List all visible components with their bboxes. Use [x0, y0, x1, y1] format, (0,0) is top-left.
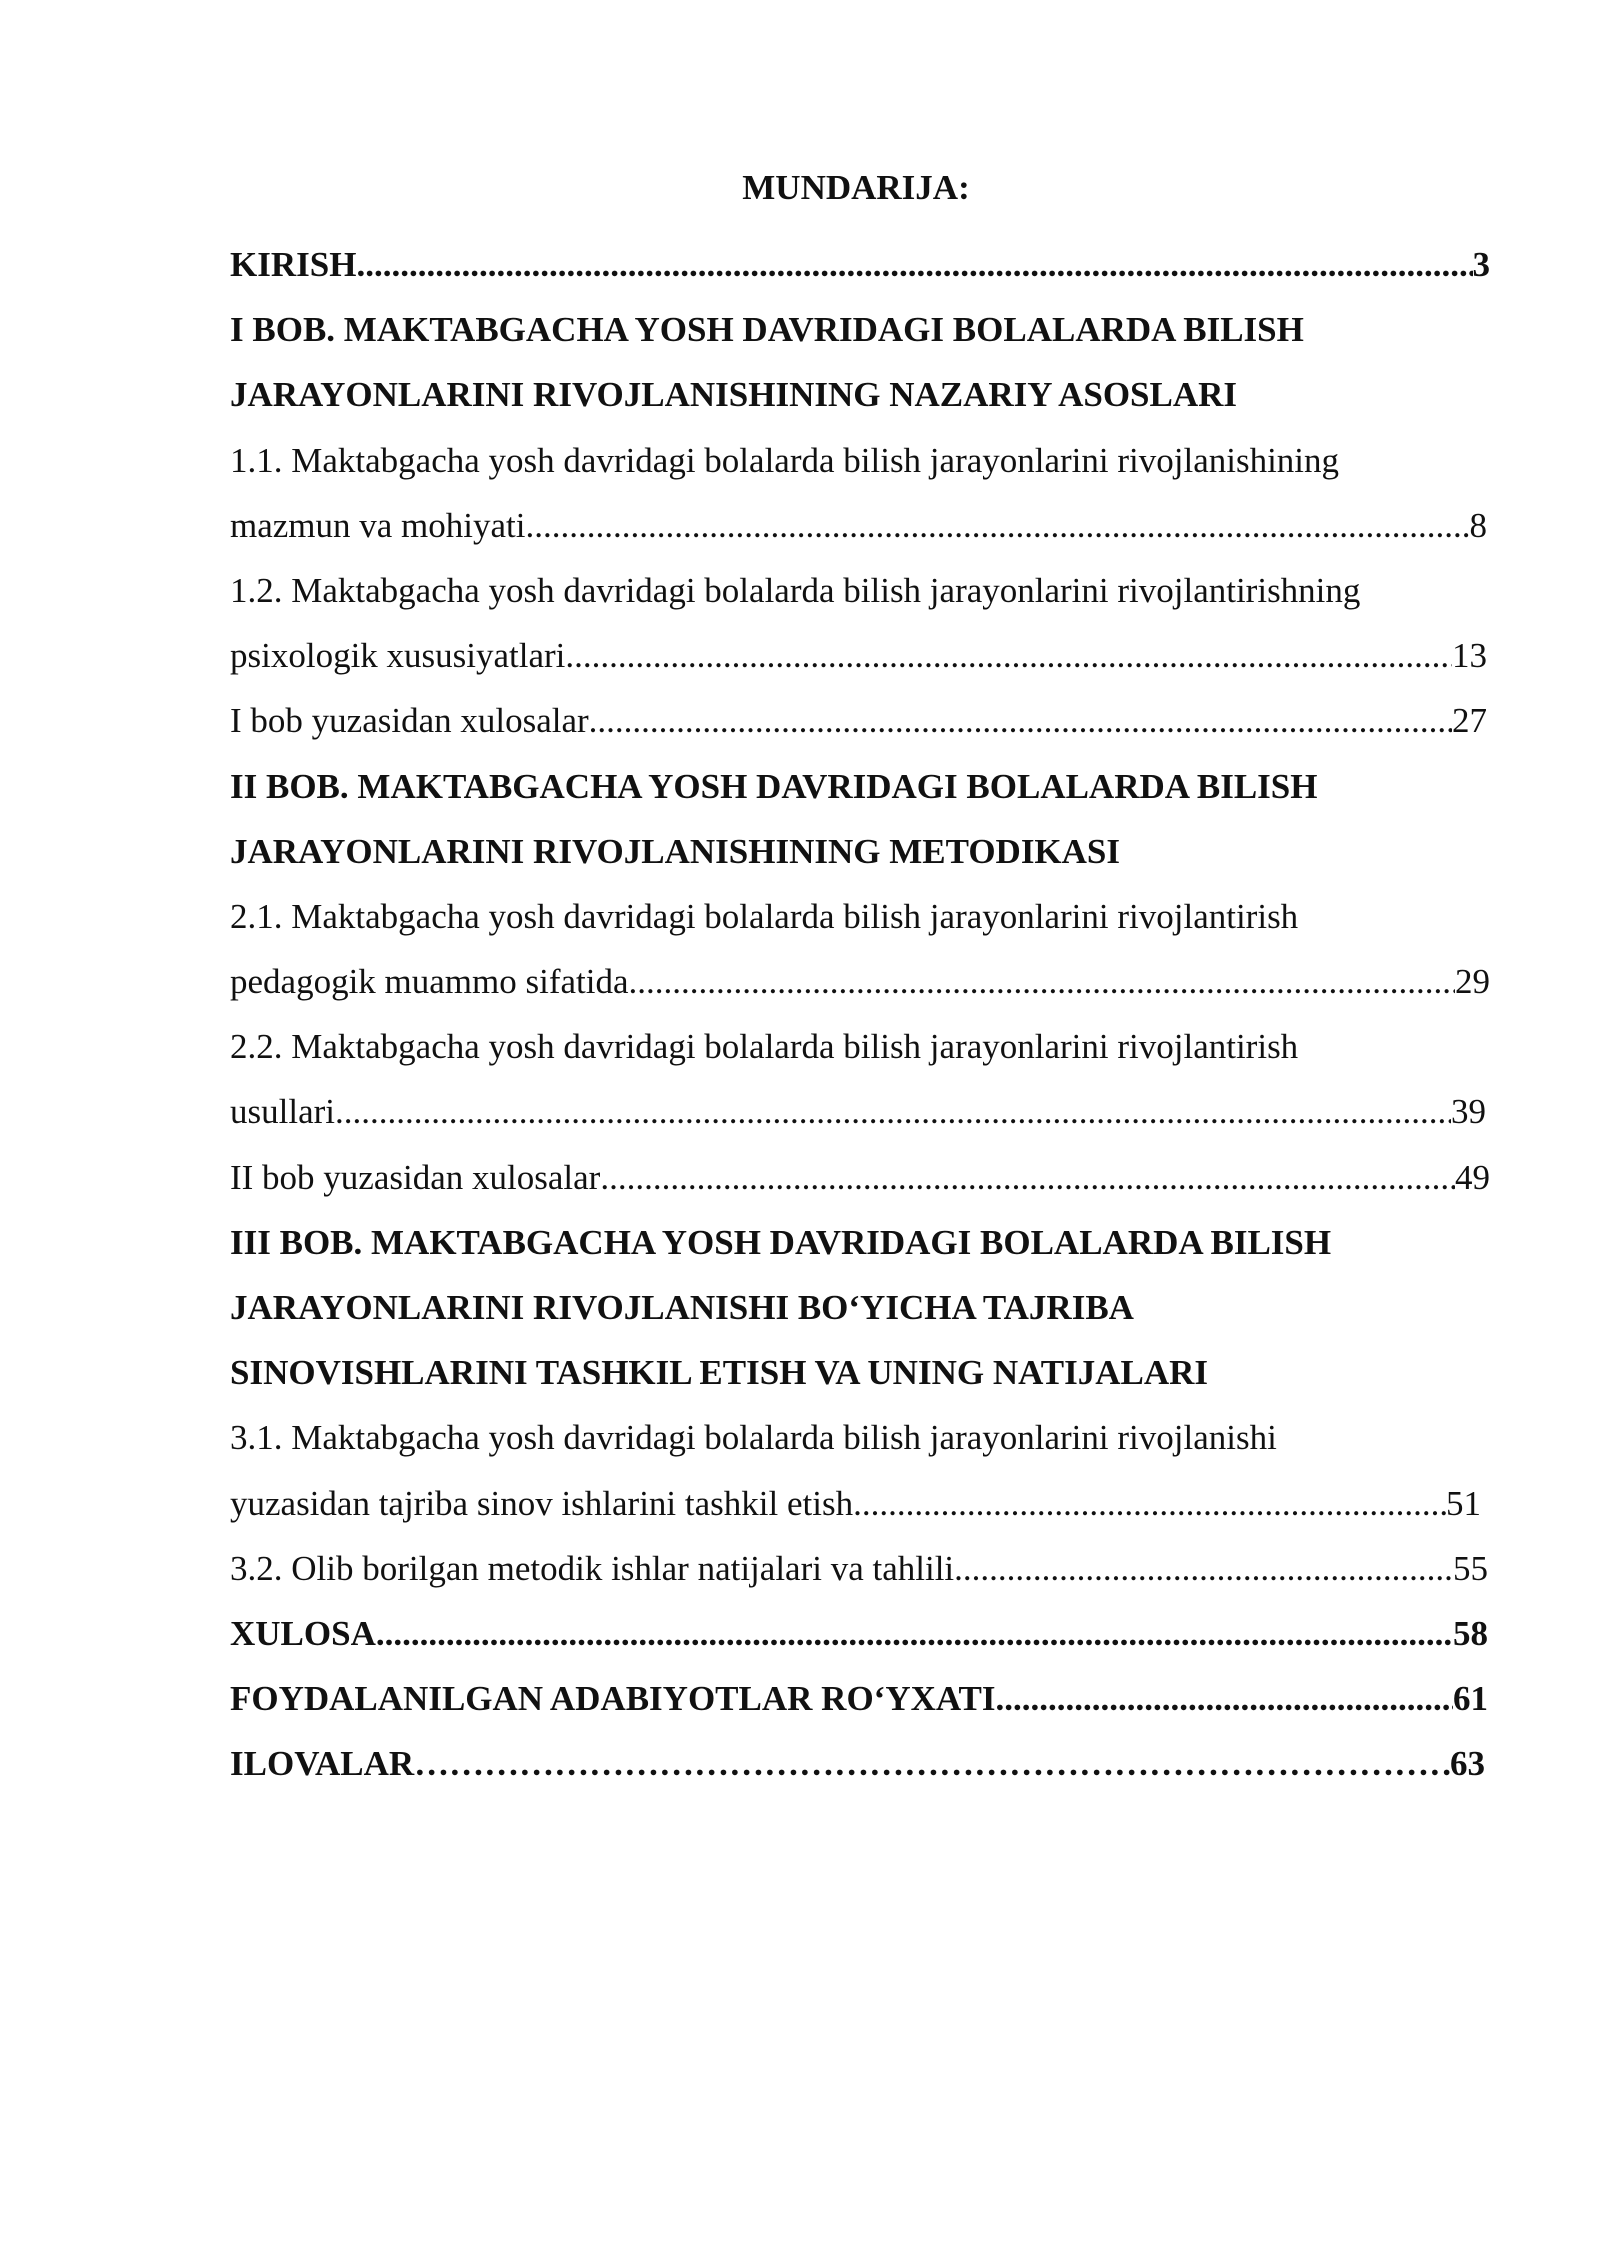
toc-page-number: 51: [1446, 1483, 1481, 1523]
toc-entry-references: [230, 1674, 1488, 1739]
toc-section-entry: [230, 1087, 1486, 1152]
toc-section-heading: [230, 1022, 1490, 1087]
toc-section-entry: [230, 957, 1490, 1022]
toc-page-number: 27: [1452, 701, 1487, 741]
toc-section-entry: [230, 631, 1487, 696]
toc-page-number: 55: [1453, 1548, 1488, 1588]
toc-entry-text: II bob yuzasidan xulosalar: [230, 1157, 601, 1197]
toc-chapter-heading: [230, 305, 1490, 370]
dot-leader: [414, 1739, 1450, 1789]
toc-entry-text: pedagogik muammo sifatida: [230, 962, 629, 1002]
toc-section-entry: [230, 1153, 1490, 1218]
toc-page-number: 39: [1451, 1092, 1486, 1132]
toc-page-number: 3: [1472, 245, 1490, 284]
toc-chapter-heading: [230, 827, 1490, 892]
toc-page-number: 61: [1453, 1679, 1488, 1719]
toc-chapter-heading: [230, 1218, 1490, 1283]
toc-entry-text: XULOSA: [230, 1613, 376, 1653]
dot-leader: [996, 1674, 1453, 1724]
toc-entry-text: 3.1. Maktabgacha yosh davridagi bolalarda bilish jarayonlarini rivojlanishi: [230, 1418, 1277, 1458]
toc-section-entry: [230, 501, 1487, 566]
toc-title: MUNDARIJA:: [742, 168, 970, 207]
toc-entry-text: mazmun va mohiyati: [230, 505, 526, 545]
dot-leader: [376, 1609, 1453, 1659]
toc-section-heading: [230, 436, 1490, 501]
toc-section-entry: [230, 1479, 1481, 1544]
toc-entry-text: III BOB. MAKTABGACHA YOSH DAVRIDAGI BOLALARDA BILISH: [230, 1222, 1332, 1262]
table-of-contents: [230, 240, 1490, 1805]
toc-entry-text: SINOVISHLARINI TASHKIL ETISH VA UNING NATIJALARI: [230, 1353, 1209, 1393]
toc-entry-text: 2.2. Maktabgacha yosh davridagi bolalarda bilish jarayonlarini rivojlantirish: [230, 1027, 1299, 1067]
toc-entry-text: 2.1. Maktabgacha yosh davridagi bolalarda bilish jarayonlarini rivojlantirish: [230, 896, 1299, 936]
dot-leader: [589, 696, 1452, 746]
toc-section-entry: [230, 1544, 1488, 1609]
toc-entry-text: 3.2. Olib borilgan metodik ishlar natijalari va tahlili: [230, 1548, 955, 1588]
dot-leader: [629, 957, 1455, 1007]
dot-leader: [525, 501, 1469, 551]
toc-entry-text: usullari: [230, 1092, 335, 1132]
toc-entry-text: JARAYONLARINI RIVOJLANISHI BO‘YICHA TAJRIBA: [230, 1288, 1134, 1327]
toc-page-number: 58: [1453, 1613, 1488, 1653]
toc-chapter-heading: [230, 370, 1490, 435]
toc-page-number: 49: [1455, 1157, 1490, 1197]
toc-entry-text: psixologik xususiyatlari: [230, 636, 566, 676]
toc-page-number: 13: [1452, 636, 1487, 676]
dot-leader: [954, 1544, 1453, 1594]
toc-entry-text: KIRISH: [230, 245, 357, 284]
toc-section-heading: [230, 1413, 1490, 1478]
dot-leader: [853, 1479, 1446, 1529]
toc-page-number: 8: [1469, 505, 1487, 545]
toc-entry-text: ILOVALAR: [230, 1744, 415, 1784]
toc-entry-text: FOYDALANILGAN ADABIYOTLAR RO‘YXATI: [230, 1679, 996, 1719]
toc-chapter-heading: [230, 762, 1490, 827]
toc-entry-kirish: [230, 240, 1490, 305]
toc-entry-text: 1.2. Maktabgacha yosh davridagi bolalarda bilish jarayonlarini rivojlantirishning: [230, 570, 1361, 610]
toc-entry-text: 1.1. Maktabgacha yosh davridagi bolalarda bilish jarayonlarini rivojlanishining: [230, 440, 1340, 480]
toc-chapter-heading: [230, 1283, 1490, 1348]
toc-entry-xulosa: [230, 1609, 1488, 1674]
toc-section-entry: [230, 696, 1487, 761]
toc-entry-appendices: [230, 1739, 1485, 1804]
dot-leader: [565, 631, 1452, 681]
dot-leader: [600, 1153, 1455, 1203]
toc-entry-text: yuzasidan tajriba sinov ishlarini tashkil etish: [230, 1483, 854, 1523]
toc-entry-text: I bob yuzasidan xulosalar: [230, 701, 589, 741]
toc-entry-text: JARAYONLARINI RIVOJLANISHINING NAZARIY ASOSLARI: [230, 375, 1238, 415]
toc-section-heading: [230, 566, 1490, 631]
dot-leader: [335, 1087, 1451, 1137]
toc-entry-text: JARAYONLARINI RIVOJLANISHINING METODIKASI: [230, 831, 1121, 871]
toc-entry-text: II BOB. MAKTABGACHA YOSH DAVRIDAGI BOLALARDA BILISH: [230, 766, 1318, 806]
toc-page-number: 63: [1450, 1744, 1485, 1784]
toc-entry-text: I BOB. MAKTABGACHA YOSH DAVRIDAGI BOLALARDA BILISH: [230, 310, 1304, 350]
dot-leader: [356, 240, 1472, 290]
toc-section-heading: [230, 892, 1490, 957]
toc-chapter-heading: [230, 1348, 1490, 1413]
toc-page-number: 29: [1455, 962, 1490, 1002]
